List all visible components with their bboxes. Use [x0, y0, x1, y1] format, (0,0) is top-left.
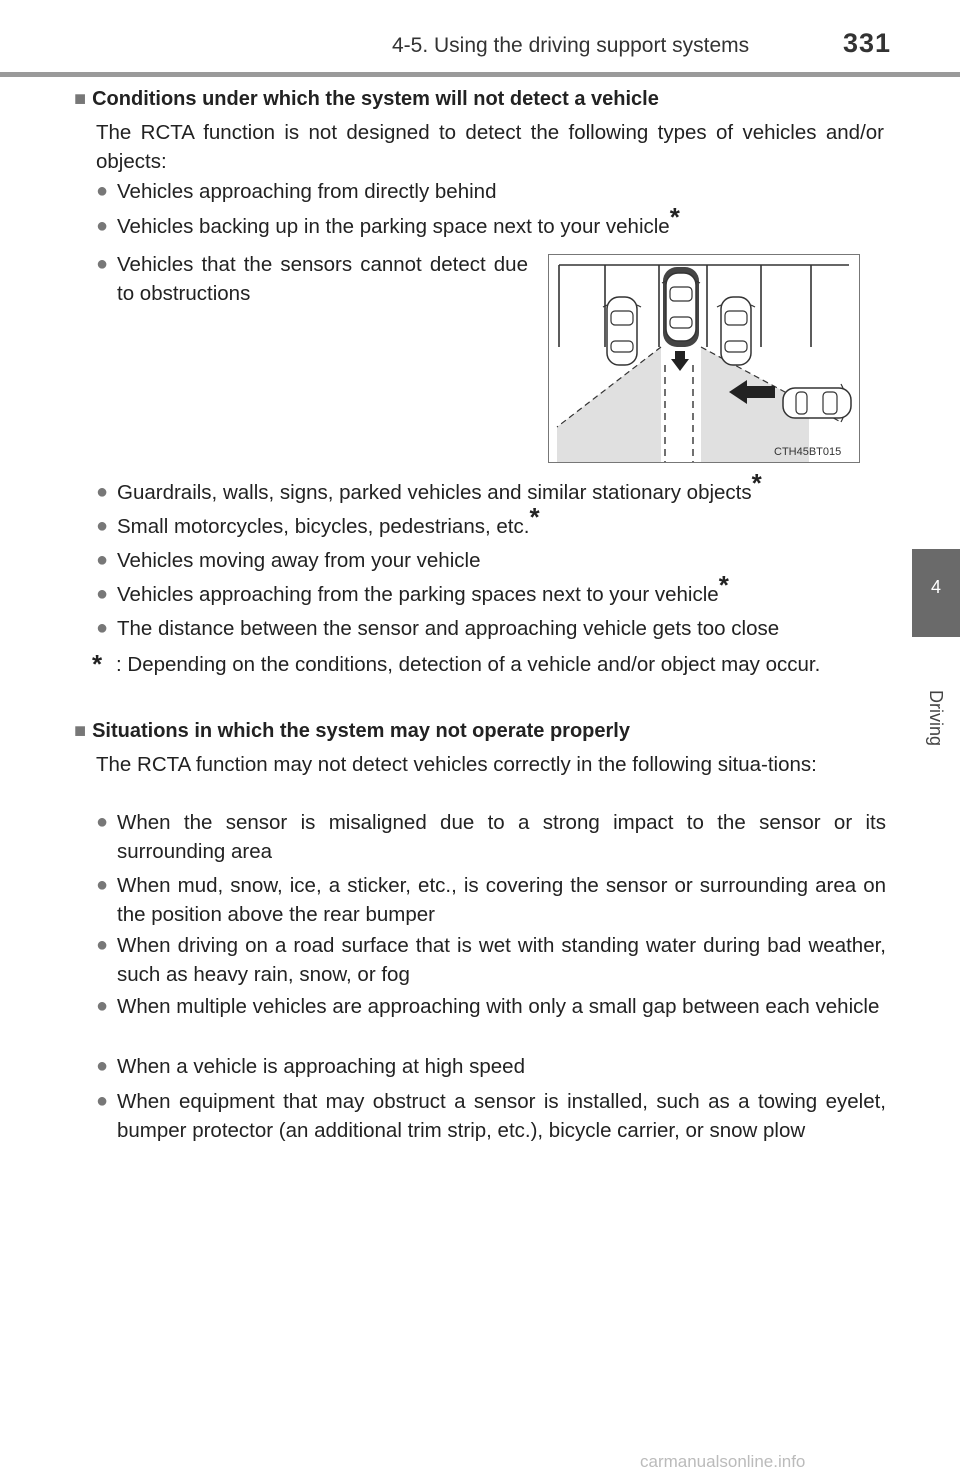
footnote-marker: * [529, 502, 540, 532]
list-item-text: When driving on a road surface that is wet with standing water during bad weather, such as heavy rain, snow, or fog [117, 934, 886, 986]
bullet-icon: ● [96, 215, 109, 237]
list-item [96, 614, 886, 643]
detection-zone-left [557, 347, 661, 462]
footnote-marker: * [669, 202, 680, 232]
list-item-text: When mud, snow, ice, a sticker, etc., is covering the sensor or surrounding area on the position above the rear bumper [117, 874, 886, 926]
list-item [96, 871, 886, 929]
header-rule [0, 72, 960, 77]
list-item-text: When a vehicle is approaching at high speed [117, 1055, 525, 1078]
footnote-marker: * [718, 570, 729, 600]
bullet-icon: ● [96, 934, 109, 956]
figure-code: CTH45BT015 [774, 446, 842, 458]
parking-diagram [549, 255, 859, 462]
list-item-text: Guardrails, walls, signs, parked vehicles and similar stationary objects [117, 481, 752, 504]
chapter-tab-number: 4 [930, 577, 941, 597]
list-item [96, 468, 886, 507]
footnote-text: : Depending on the conditions, detection of a vehicle and/or object may occur. [116, 653, 821, 676]
heading-marker-icon: ■ [74, 88, 87, 110]
bullet-icon: ● [96, 1090, 109, 1112]
chapter-title: 4-5. Using the driving support systems [392, 34, 750, 57]
list-item [96, 202, 886, 241]
list-item-text: When the sensor is misaligned due to a strong impact to the sensor or its surrounding area [117, 811, 886, 863]
list-item-text: Vehicles backing up in the parking space next to your vehicle [117, 215, 670, 238]
list-item-text: Vehicles moving away from your vehicle [117, 549, 481, 572]
chapter-tab [912, 549, 960, 637]
list-item [96, 931, 886, 989]
footnote-marker: * [92, 649, 103, 679]
section-heading-text: Conditions under which the system will not detect a vehicle [92, 88, 659, 110]
section-heading-not-operate [74, 720, 630, 743]
bullet-icon: ● [96, 617, 109, 639]
bullet-icon: ● [96, 583, 109, 605]
bullet-icon: ● [96, 874, 109, 896]
list-item-text: Small motorcycles, bicycles, pedestrians, etc. [117, 515, 530, 538]
bullet-icon: ● [96, 1055, 109, 1077]
list-item-text: Vehicles that the sensors cannot detect due to obstructions [117, 253, 528, 305]
heading-marker-icon: ■ [74, 720, 87, 742]
list-item-text: When equipment that may obstruct a sensor is installed, such as a towing eyelet, bumper protector (an additional trim strip, etc.), bicycle carrier, or snow plow [117, 1090, 886, 1142]
list-item [96, 1087, 886, 1145]
list-item-text: Vehicles approaching from the parking spaces next to your vehicle [117, 583, 719, 606]
list-item [96, 1052, 886, 1081]
section-heading-not-detect [74, 88, 659, 111]
list-item [96, 570, 886, 609]
list-item [96, 250, 528, 308]
bullet-icon: ● [96, 180, 109, 202]
reverse-arrow-icon [671, 359, 689, 371]
page-number: 331 [843, 28, 892, 58]
parked-car-left [603, 297, 641, 365]
rcta-illustration [548, 254, 860, 463]
list-item-text: When multiple vehicles are approaching with only a small gap between each vehicle [117, 995, 880, 1018]
own-vehicle [662, 273, 700, 341]
list-item-text: The distance between the sensor and approaching vehicle gets too close [117, 617, 780, 640]
list-item [96, 808, 886, 866]
parked-car-right [717, 297, 755, 365]
list-item [96, 992, 886, 1021]
chapter-tab-label: Driving [926, 690, 946, 747]
section-intro: The RCTA function is not designed to detect the following types of vehicles and/or objects: [96, 121, 884, 173]
footnote [92, 650, 884, 679]
bullet-icon: ● [96, 995, 109, 1017]
watermark: carmanualsonline.info [640, 1452, 806, 1471]
section-heading-text: Situations in which the system may not operate properly [92, 720, 630, 742]
bullet-icon: ● [96, 549, 109, 571]
approaching-car [783, 384, 851, 422]
bullet-icon: ● [96, 515, 109, 537]
bullet-icon: ● [96, 481, 109, 503]
list-item [96, 546, 886, 575]
list-item-text: Vehicles approaching from directly behind [117, 180, 497, 203]
footnote-marker: * [751, 468, 762, 498]
bullet-icon: ● [96, 253, 109, 275]
list-item [96, 177, 886, 206]
bullet-icon: ● [96, 811, 109, 833]
list-item [96, 502, 886, 541]
section-intro: The RCTA function may not detect vehicles correctly in the following situa-tions: [96, 753, 817, 776]
